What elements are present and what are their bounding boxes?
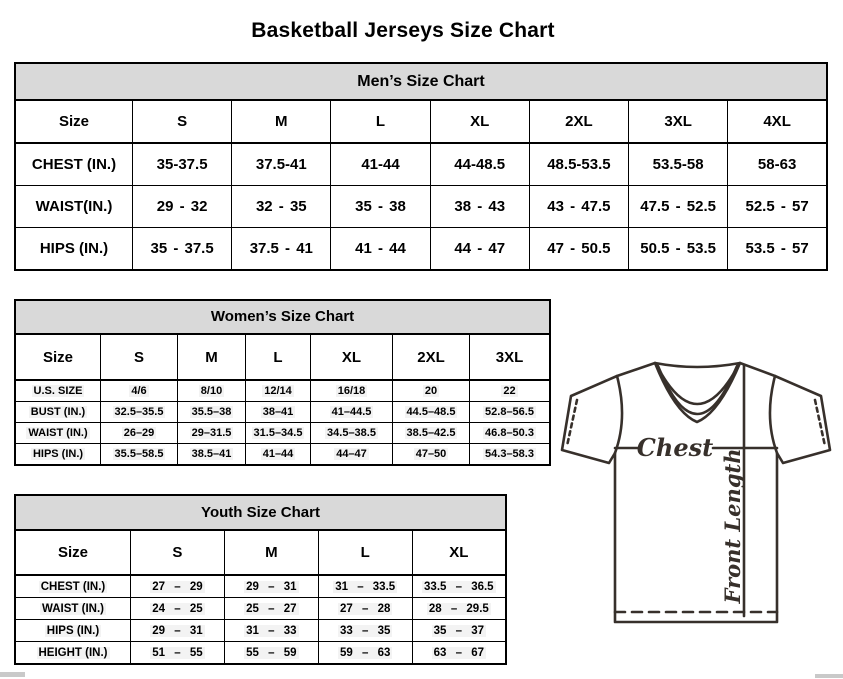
cell-value: 27 – 29 (152, 580, 203, 593)
table-cell (318, 598, 412, 620)
table-cell (246, 444, 311, 466)
cell-value: 54.3–58.3 (485, 448, 534, 460)
scrollbar-fragment-left[interactable] (0, 672, 25, 677)
table-cell (331, 228, 430, 271)
row-label-text: U.S. SIZE (33, 385, 83, 397)
cell-value: 47.5 - 52.5 (640, 198, 716, 215)
row-label (15, 620, 131, 642)
column-header-label: L (360, 544, 370, 561)
table-cell (311, 380, 393, 402)
cell-value: 47 - 50.5 (547, 240, 611, 257)
cell-value: 31 – 33.5 (335, 580, 396, 593)
cell-value: 44.5–48.5 (406, 406, 456, 418)
cell-value: 58-63 (757, 156, 797, 173)
row-label (15, 402, 101, 423)
table-row (15, 402, 550, 423)
column-header (15, 530, 131, 575)
header-row (15, 100, 827, 143)
womens-size-chart (14, 299, 551, 466)
cell-value: 52.8–56.5 (485, 406, 534, 418)
column-header (331, 100, 430, 143)
cell-value: 31.5–34.5 (253, 427, 303, 439)
column-header (133, 100, 232, 143)
cell-value: 33.5 – 36.5 (424, 580, 494, 593)
table-cell (311, 402, 393, 423)
row-label (15, 444, 101, 466)
table-cell (246, 402, 311, 423)
table-row (15, 423, 550, 444)
column-header (412, 530, 506, 575)
cell-value: 31 – 33 (246, 624, 297, 637)
column-header-label: 2XL (565, 113, 593, 130)
column-header-label: XL (449, 544, 469, 561)
cell-value: 29 – 31 (246, 580, 297, 593)
table-cell (178, 380, 246, 402)
table-cell (529, 186, 628, 228)
table-cell (529, 143, 628, 186)
table-cell (393, 380, 470, 402)
table-cell (178, 444, 246, 466)
row-label-text: BUST (IN.) (30, 406, 86, 418)
cell-value: 35.5–38 (191, 406, 232, 418)
column-header (224, 530, 318, 575)
column-header-label: Size (42, 348, 73, 366)
cell-value: 51 – 55 (152, 646, 203, 659)
column-header-label: 2XL (417, 348, 445, 366)
table-row (15, 575, 506, 598)
cell-value: 38 - 43 (454, 198, 506, 215)
table-cell (412, 620, 506, 642)
table-cell (331, 186, 430, 228)
table-cell (133, 228, 232, 271)
cell-value: 25 – 27 (246, 602, 297, 615)
table-row (15, 186, 827, 228)
cell-value: 8/10 (200, 385, 223, 397)
size-table (14, 333, 551, 466)
table-cell (311, 423, 393, 444)
table-cell (178, 423, 246, 444)
cell-value: 35 - 37.5 (150, 240, 214, 257)
table-cell (318, 620, 412, 642)
row-label (15, 143, 133, 186)
column-header (430, 100, 529, 143)
row-label-text: CHEST (IN.) (40, 580, 106, 593)
cell-value: 41-44 (361, 156, 400, 173)
table-cell (131, 642, 225, 665)
column-header (246, 334, 311, 380)
header-row (15, 334, 550, 380)
table-cell (131, 620, 225, 642)
cell-value: 35 - 38 (355, 198, 406, 215)
cell-value: 41–44 (262, 448, 294, 460)
cell-value: 35-37.5 (156, 156, 208, 173)
cell-value: 22 (503, 385, 516, 397)
table-title: Women’s Size Chart (14, 299, 551, 335)
table-cell (224, 642, 318, 665)
cell-value: 46.8–50.3 (485, 427, 534, 439)
cell-value: 52.5 - 57 (745, 198, 809, 215)
cell-value: 48.5-53.5 (547, 156, 611, 173)
table-row (15, 620, 506, 642)
cell-value: 44 - 47 (454, 240, 506, 257)
column-header (728, 100, 827, 143)
table-cell (311, 444, 393, 466)
column-header (15, 334, 101, 380)
cell-value: 35 – 37 (433, 624, 484, 637)
cell-value: 4/6 (131, 385, 147, 397)
table-cell (728, 228, 827, 271)
column-header (311, 334, 393, 380)
table-cell (393, 402, 470, 423)
table-title: Youth Size Chart (14, 494, 507, 531)
table-cell (470, 423, 551, 444)
cell-value: 32 - 35 (255, 198, 307, 215)
table-cell (331, 143, 430, 186)
column-header-label: 4XL (763, 113, 791, 130)
column-header-label: M (265, 544, 278, 561)
cell-value: 47–50 (415, 448, 447, 460)
row-label-text: WAIST (IN.) (42, 602, 104, 615)
table-cell (131, 598, 225, 620)
table-cell (246, 380, 311, 402)
cell-value: 12/14 (264, 385, 292, 397)
front-length-label: Front Length (720, 448, 745, 604)
cell-value: 26–29 (123, 427, 155, 439)
table-cell (412, 575, 506, 598)
row-label (15, 575, 131, 598)
chest-label: Chest (636, 433, 714, 462)
table-cell (393, 444, 470, 466)
table-cell (232, 186, 331, 228)
cell-value: 32.5–35.5 (114, 406, 164, 418)
column-header-label: M (275, 113, 288, 130)
column-header (393, 334, 470, 380)
table-row (15, 444, 550, 466)
table-row (15, 380, 550, 402)
row-label (15, 228, 133, 271)
cell-value: 29 - 32 (156, 198, 208, 215)
column-header (15, 100, 133, 143)
jersey-diagram (556, 356, 840, 632)
cell-value: 20 (424, 385, 438, 397)
row-label-text: HIPS (IN.) (39, 240, 109, 257)
header-row (15, 530, 506, 575)
table-cell (430, 143, 529, 186)
column-header (178, 334, 246, 380)
table-cell (232, 228, 331, 271)
size-table (14, 99, 828, 271)
cell-value: 38–41 (262, 406, 294, 418)
cell-value: 63 – 67 (433, 646, 484, 659)
table-cell (728, 186, 827, 228)
table-title: Men’s Size Chart (14, 62, 828, 101)
cell-value: 38.5–41 (191, 448, 232, 460)
table-cell (101, 444, 178, 466)
cell-value: 50.5 - 53.5 (640, 240, 716, 257)
column-header-label: Size (57, 544, 88, 561)
table-cell (133, 143, 232, 186)
table-cell (133, 186, 232, 228)
cell-value: 29–31.5 (191, 427, 232, 439)
row-label-text: WAIST(IN.) (35, 198, 113, 215)
table-cell (529, 228, 628, 271)
column-header (529, 100, 628, 143)
table-cell (101, 423, 178, 444)
row-label (15, 598, 131, 620)
mens-size-chart (14, 62, 828, 271)
column-header-label: Size (58, 113, 89, 130)
cell-value: 38.5–42.5 (406, 427, 456, 439)
column-header-label: S (177, 113, 188, 130)
cell-value: 37.5-41 (255, 156, 307, 173)
column-header (131, 530, 225, 575)
column-header-label: M (205, 348, 218, 366)
column-header-label: 3XL (495, 348, 524, 366)
size-table (14, 529, 507, 665)
cell-value: 41–44.5 (331, 406, 372, 418)
cell-value: 34.5–38.5 (327, 427, 376, 439)
column-header-label: L (273, 348, 283, 366)
table-cell (224, 620, 318, 642)
table-cell (430, 228, 529, 271)
table-cell (629, 143, 728, 186)
table-cell (629, 228, 728, 271)
row-label (15, 423, 101, 444)
column-header (318, 530, 412, 575)
column-header-label: S (172, 544, 183, 561)
cell-value: 33 – 35 (340, 624, 391, 637)
table-cell (246, 423, 311, 444)
table-row (15, 598, 506, 620)
column-header-label: L (375, 113, 386, 130)
row-label-text: HEIGHT (IN.) (38, 646, 108, 659)
row-label-text: WAIST (IN.) (28, 427, 88, 439)
table-cell (318, 575, 412, 598)
cell-value: 35.5–58.5 (114, 448, 164, 460)
table-row (15, 642, 506, 665)
table-cell (318, 642, 412, 665)
row-label (15, 380, 101, 402)
jersey-outline (562, 363, 830, 622)
table-cell (178, 402, 246, 423)
table-cell (131, 575, 225, 598)
table-cell (412, 642, 506, 665)
row-label-text: HIPS (IN.) (46, 624, 100, 637)
row-label (15, 186, 133, 228)
row-label (15, 642, 131, 665)
table-cell (430, 186, 529, 228)
table-cell (224, 575, 318, 598)
cell-value: 44-48.5 (454, 156, 506, 173)
cell-value: 16/18 (337, 385, 366, 397)
cell-value: 37.5 - 41 (249, 240, 313, 257)
column-header (629, 100, 728, 143)
table-row (15, 143, 827, 186)
row-label-text: CHEST (IN.) (31, 156, 117, 173)
scrollbar-fragment-right[interactable] (815, 674, 843, 678)
cell-value: 41 - 44 (355, 240, 406, 257)
table-cell (101, 380, 178, 402)
column-header-label: XL (470, 113, 490, 130)
column-header-label: S (133, 348, 144, 366)
table-cell (470, 444, 551, 466)
table-cell (412, 598, 506, 620)
table-cell (629, 186, 728, 228)
cell-value: 53.5 - 57 (745, 240, 809, 257)
column-header-label: 3XL (664, 113, 692, 130)
cell-value: 44–47 (336, 448, 367, 460)
table-cell (224, 598, 318, 620)
column-header (470, 334, 551, 380)
cell-value: 59 – 63 (340, 646, 391, 659)
cell-value: 28 – 29.5 (428, 602, 489, 615)
page-title: Basketball Jerseys Size Chart (251, 19, 555, 43)
cell-value: 24 – 25 (152, 602, 203, 615)
table-cell (728, 143, 827, 186)
cell-value: 55 – 59 (246, 646, 297, 659)
table-cell (393, 423, 470, 444)
cell-value: 53.5-58 (652, 156, 704, 173)
table-cell (470, 402, 551, 423)
column-header (101, 334, 178, 380)
table-cell (470, 380, 551, 402)
column-header (232, 100, 331, 143)
cell-value: 43 - 47.5 (547, 198, 611, 215)
row-label-text: HIPS (IN.) (32, 448, 84, 460)
cell-value: 29 – 31 (152, 624, 203, 637)
cell-value: 27 – 28 (340, 602, 391, 615)
table-row (15, 228, 827, 271)
table-cell (101, 402, 178, 423)
table-cell (232, 143, 331, 186)
youth-size-chart (14, 494, 507, 665)
column-header-label: XL (341, 348, 362, 366)
